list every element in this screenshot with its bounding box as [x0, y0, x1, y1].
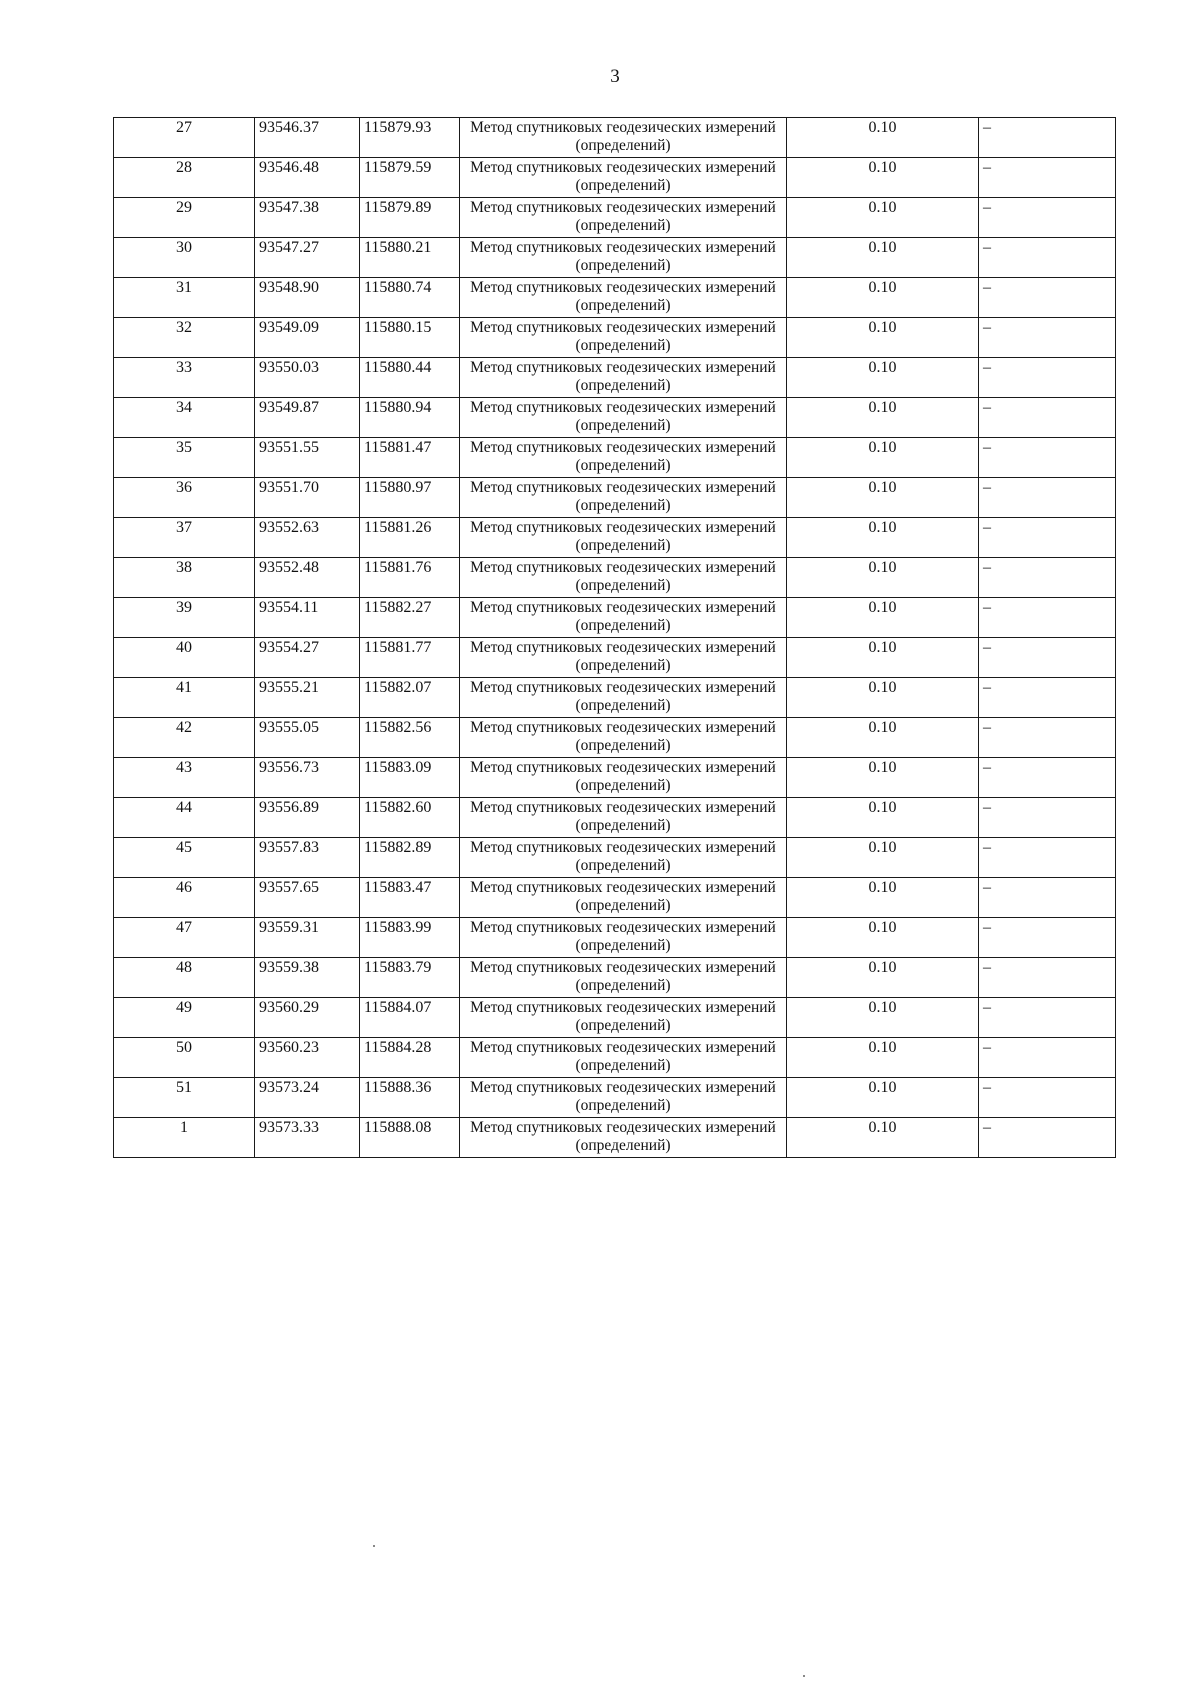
point-number-cell: 37	[114, 518, 255, 558]
x-coordinate-cell: 93552.63	[255, 518, 360, 558]
point-number-cell: 38	[114, 558, 255, 598]
method-cell: Метод спутниковых геодезических измерений (определений)	[460, 1038, 787, 1078]
description-cell: –	[979, 878, 1116, 918]
accuracy-cell: 0.10	[787, 558, 979, 598]
accuracy-cell: 0.10	[787, 238, 979, 278]
point-number-cell: 36	[114, 478, 255, 518]
y-coordinate-cell: 115880.21	[360, 238, 460, 278]
table-row	[114, 558, 1116, 598]
x-coordinate-cell: 93556.73	[255, 758, 360, 798]
y-coordinate-cell: 115880.15	[360, 318, 460, 358]
method-cell: Метод спутниковых геодезических измерений (определений)	[460, 838, 787, 878]
accuracy-cell: 0.10	[787, 598, 979, 638]
x-coordinate-cell: 93573.33	[255, 1118, 360, 1158]
description-cell: –	[979, 678, 1116, 718]
table-row	[114, 238, 1116, 278]
x-coordinate-cell: 93555.05	[255, 718, 360, 758]
accuracy-cell: 0.10	[787, 878, 979, 918]
method-cell: Метод спутниковых геодезических измерений (определений)	[460, 678, 787, 718]
description-cell: –	[979, 758, 1116, 798]
y-coordinate-cell: 115880.94	[360, 398, 460, 438]
y-coordinate-cell: 115879.59	[360, 158, 460, 198]
description-cell: –	[979, 638, 1116, 678]
description-cell: –	[979, 438, 1116, 478]
x-coordinate-cell: 93559.38	[255, 958, 360, 998]
x-coordinate-cell: 93557.83	[255, 838, 360, 878]
scan-speck	[373, 1545, 375, 1547]
point-number-cell: 49	[114, 998, 255, 1038]
accuracy-cell: 0.10	[787, 758, 979, 798]
x-coordinate-cell: 93554.27	[255, 638, 360, 678]
method-cell: Метод спутниковых геодезических измерений (определений)	[460, 398, 787, 438]
description-cell: –	[979, 958, 1116, 998]
table-row	[114, 678, 1116, 718]
scan-speck	[803, 1675, 805, 1677]
description-cell: –	[979, 238, 1116, 278]
description-cell: –	[979, 398, 1116, 438]
point-number-cell: 44	[114, 798, 255, 838]
point-number-cell: 50	[114, 1038, 255, 1078]
description-cell: –	[979, 278, 1116, 318]
point-number-cell: 39	[114, 598, 255, 638]
x-coordinate-cell: 93559.31	[255, 918, 360, 958]
x-coordinate-cell: 93560.23	[255, 1038, 360, 1078]
x-coordinate-cell: 93556.89	[255, 798, 360, 838]
method-cell: Метод спутниковых геодезических измерений (определений)	[460, 198, 787, 238]
method-cell: Метод спутниковых геодезических измерений (определений)	[460, 558, 787, 598]
x-coordinate-cell: 93549.09	[255, 318, 360, 358]
table-row	[114, 158, 1116, 198]
y-coordinate-cell: 115881.47	[360, 438, 460, 478]
x-coordinate-cell: 93546.48	[255, 158, 360, 198]
point-number-cell: 35	[114, 438, 255, 478]
description-cell: –	[979, 198, 1116, 238]
y-coordinate-cell: 115879.89	[360, 198, 460, 238]
table-row	[114, 198, 1116, 238]
method-cell: Метод спутниковых геодезических измерений (определений)	[460, 918, 787, 958]
y-coordinate-cell: 115884.28	[360, 1038, 460, 1078]
x-coordinate-cell: 93551.55	[255, 438, 360, 478]
x-coordinate-cell: 93546.37	[255, 118, 360, 158]
description-cell: –	[979, 998, 1116, 1038]
method-cell: Метод спутниковых геодезических измерений (определений)	[460, 358, 787, 398]
table-row	[114, 918, 1116, 958]
y-coordinate-cell: 115882.27	[360, 598, 460, 638]
y-coordinate-cell: 115883.99	[360, 918, 460, 958]
table-row	[114, 438, 1116, 478]
x-coordinate-cell: 93554.11	[255, 598, 360, 638]
x-coordinate-cell: 93555.21	[255, 678, 360, 718]
y-coordinate-cell: 115888.08	[360, 1118, 460, 1158]
method-cell: Метод спутниковых геодезических измерений (определений)	[460, 478, 787, 518]
description-cell: –	[979, 1038, 1116, 1078]
table-row	[114, 398, 1116, 438]
y-coordinate-cell: 115881.77	[360, 638, 460, 678]
method-cell: Метод спутниковых геодезических измерений (определений)	[460, 1078, 787, 1118]
accuracy-cell: 0.10	[787, 918, 979, 958]
x-coordinate-cell: 93549.87	[255, 398, 360, 438]
description-cell: –	[979, 478, 1116, 518]
method-cell: Метод спутниковых геодезических измерений (определений)	[460, 878, 787, 918]
point-number-cell: 28	[114, 158, 255, 198]
accuracy-cell: 0.10	[787, 998, 979, 1038]
y-coordinate-cell: 115888.36	[360, 1078, 460, 1118]
accuracy-cell: 0.10	[787, 478, 979, 518]
y-coordinate-cell: 115880.44	[360, 358, 460, 398]
table-row	[114, 1078, 1116, 1118]
accuracy-cell: 0.10	[787, 398, 979, 438]
point-number-cell: 47	[114, 918, 255, 958]
accuracy-cell: 0.10	[787, 118, 979, 158]
table-row	[114, 598, 1116, 638]
description-cell: –	[979, 838, 1116, 878]
method-cell: Метод спутниковых геодезических измерений (определений)	[460, 158, 787, 198]
accuracy-cell: 0.10	[787, 958, 979, 998]
y-coordinate-cell: 115880.74	[360, 278, 460, 318]
method-cell: Метод спутниковых геодезических измерений (определений)	[460, 238, 787, 278]
table-row	[114, 798, 1116, 838]
method-cell: Метод спутниковых геодезических измерений (определений)	[460, 438, 787, 478]
coordinates-table-body	[114, 118, 1116, 1158]
page-number: 3	[610, 66, 620, 87]
point-number-cell: 43	[114, 758, 255, 798]
accuracy-cell: 0.10	[787, 198, 979, 238]
point-number-cell: 51	[114, 1078, 255, 1118]
point-number-cell: 42	[114, 718, 255, 758]
method-cell: Метод спутниковых геодезических измерений (определений)	[460, 118, 787, 158]
description-cell: –	[979, 318, 1116, 358]
description-cell: –	[979, 1118, 1116, 1158]
description-cell: –	[979, 558, 1116, 598]
accuracy-cell: 0.10	[787, 638, 979, 678]
point-number-cell: 31	[114, 278, 255, 318]
y-coordinate-cell: 115883.47	[360, 878, 460, 918]
point-number-cell: 46	[114, 878, 255, 918]
table-row	[114, 318, 1116, 358]
accuracy-cell: 0.10	[787, 678, 979, 718]
description-cell: –	[979, 718, 1116, 758]
table-row	[114, 638, 1116, 678]
method-cell: Метод спутниковых геодезических измерений (определений)	[460, 318, 787, 358]
method-cell: Метод спутниковых геодезических измерений (определений)	[460, 718, 787, 758]
x-coordinate-cell: 93547.38	[255, 198, 360, 238]
y-coordinate-cell: 115879.93	[360, 118, 460, 158]
table-row	[114, 278, 1116, 318]
method-cell: Метод спутниковых геодезических измерений (определений)	[460, 1118, 787, 1158]
y-coordinate-cell: 115883.79	[360, 958, 460, 998]
point-number-cell: 41	[114, 678, 255, 718]
method-cell: Метод спутниковых геодезических измерений (определений)	[460, 798, 787, 838]
y-coordinate-cell: 115881.26	[360, 518, 460, 558]
accuracy-cell: 0.10	[787, 798, 979, 838]
point-number-cell: 1	[114, 1118, 255, 1158]
point-number-cell: 32	[114, 318, 255, 358]
method-cell: Метод спутниковых геодезических измерений (определений)	[460, 998, 787, 1038]
table-row	[114, 1118, 1116, 1158]
accuracy-cell: 0.10	[787, 438, 979, 478]
table-row	[114, 718, 1116, 758]
accuracy-cell: 0.10	[787, 158, 979, 198]
point-number-cell: 30	[114, 238, 255, 278]
method-cell: Метод спутниковых геодезических измерений (определений)	[460, 958, 787, 998]
coordinates-table	[113, 117, 1116, 1158]
point-number-cell: 45	[114, 838, 255, 878]
accuracy-cell: 0.10	[787, 1078, 979, 1118]
table-row	[114, 878, 1116, 918]
table-row	[114, 478, 1116, 518]
point-number-cell: 33	[114, 358, 255, 398]
accuracy-cell: 0.10	[787, 358, 979, 398]
description-cell: –	[979, 158, 1116, 198]
y-coordinate-cell: 115881.76	[360, 558, 460, 598]
x-coordinate-cell: 93548.90	[255, 278, 360, 318]
accuracy-cell: 0.10	[787, 518, 979, 558]
description-cell: –	[979, 798, 1116, 838]
x-coordinate-cell: 93547.27	[255, 238, 360, 278]
description-cell: –	[979, 1078, 1116, 1118]
x-coordinate-cell: 93573.24	[255, 1078, 360, 1118]
table-row	[114, 758, 1116, 798]
y-coordinate-cell: 115884.07	[360, 998, 460, 1038]
accuracy-cell: 0.10	[787, 838, 979, 878]
y-coordinate-cell: 115882.07	[360, 678, 460, 718]
table-row	[114, 518, 1116, 558]
y-coordinate-cell: 115882.60	[360, 798, 460, 838]
accuracy-cell: 0.10	[787, 1118, 979, 1158]
accuracy-cell: 0.10	[787, 318, 979, 358]
x-coordinate-cell: 93551.70	[255, 478, 360, 518]
method-cell: Метод спутниковых геодезических измерений (определений)	[460, 518, 787, 558]
point-number-cell: 34	[114, 398, 255, 438]
point-number-cell: 29	[114, 198, 255, 238]
accuracy-cell: 0.10	[787, 278, 979, 318]
method-cell: Метод спутниковых геодезических измерений (определений)	[460, 598, 787, 638]
table-row	[114, 118, 1116, 158]
description-cell: –	[979, 598, 1116, 638]
point-number-cell: 48	[114, 958, 255, 998]
x-coordinate-cell: 93552.48	[255, 558, 360, 598]
table-row	[114, 1038, 1116, 1078]
y-coordinate-cell: 115880.97	[360, 478, 460, 518]
accuracy-cell: 0.10	[787, 1038, 979, 1078]
y-coordinate-cell: 115883.09	[360, 758, 460, 798]
description-cell: –	[979, 518, 1116, 558]
point-number-cell: 40	[114, 638, 255, 678]
description-cell: –	[979, 358, 1116, 398]
table-row	[114, 838, 1116, 878]
description-cell: –	[979, 118, 1116, 158]
table-row	[114, 958, 1116, 998]
point-number-cell: 27	[114, 118, 255, 158]
accuracy-cell: 0.10	[787, 718, 979, 758]
x-coordinate-cell: 93550.03	[255, 358, 360, 398]
method-cell: Метод спутниковых геодезических измерений (определений)	[460, 638, 787, 678]
table-row	[114, 998, 1116, 1038]
description-cell: –	[979, 918, 1116, 958]
x-coordinate-cell: 93557.65	[255, 878, 360, 918]
method-cell: Метод спутниковых геодезических измерений (определений)	[460, 758, 787, 798]
y-coordinate-cell: 115882.89	[360, 838, 460, 878]
method-cell: Метод спутниковых геодезических измерений (определений)	[460, 278, 787, 318]
y-coordinate-cell: 115882.56	[360, 718, 460, 758]
x-coordinate-cell: 93560.29	[255, 998, 360, 1038]
table-row	[114, 358, 1116, 398]
